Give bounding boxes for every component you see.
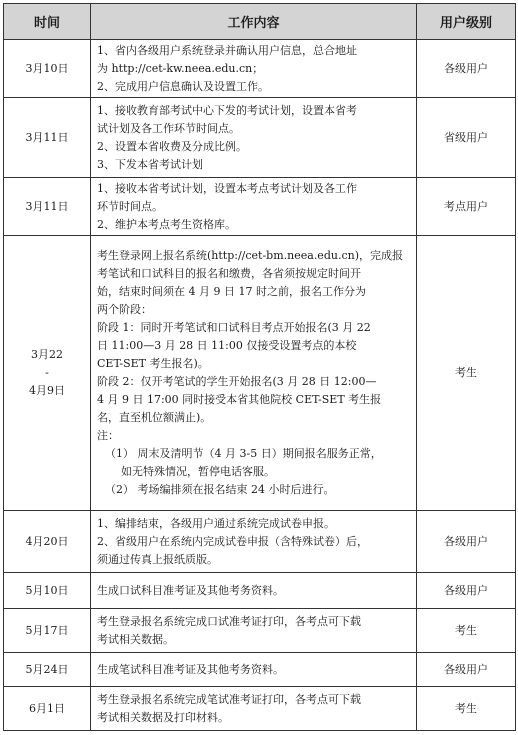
table-row [4, 687, 516, 731]
time-cell: 5月10日 [4, 573, 91, 609]
content-line: 如无特殊情况，暂停电话客服。 [121, 465, 275, 478]
header-level: 用户级别 [417, 4, 516, 40]
content-line: 考试相关数据及打印材料。 [97, 710, 229, 724]
time-cell: 6月1日 [4, 687, 91, 731]
content-line: 4 月 9 日 17:00 同时接受本省其他院校 CET-SET 考生报 [97, 393, 382, 406]
content-line: 须通过传真上报纸质版。 [97, 552, 218, 566]
time-cell: 5月24日 [4, 653, 91, 687]
content-line: 阶段 1：同时开考笔试和口试科目考点开始报名(3 月 22 [97, 321, 371, 334]
content-line: CET-SET 考生报名)。 [97, 357, 209, 370]
content-line: 注： [97, 429, 119, 442]
time-cell [4, 236, 91, 511]
table-row [4, 511, 516, 573]
time-cell: 3月11日 [4, 178, 91, 236]
content-cell [91, 609, 417, 653]
content-line: 1、编排结束，各级用户通过系统完成试卷申报。 [97, 516, 335, 530]
content-cell [91, 178, 417, 236]
content-line: 2、设置本省收费及分成比例。 [97, 139, 247, 153]
content-line: 考试相关数据。 [97, 632, 174, 646]
table-row [4, 609, 516, 653]
level-cell: 各级用户 [417, 511, 516, 573]
level-cell: 各级用户 [417, 573, 516, 609]
table-row [4, 178, 516, 236]
content-line: 2、省级用户在系统内完成试卷申报（含特殊试卷）后， [97, 534, 368, 548]
time-cell: 3月11日 [4, 98, 91, 178]
level-cell: 考生 [417, 609, 516, 653]
content-line: 始，结束时间须在 4 月 9 日 17 时之前，报名工作分为 [97, 285, 366, 298]
schedule-table [3, 3, 516, 731]
content-cell [91, 687, 417, 731]
time-cell: 4月20日 [4, 511, 91, 573]
table-row [4, 653, 516, 687]
level-cell: 省级用户 [417, 98, 516, 178]
content-line: 名，直至机位额满止)。 [97, 411, 212, 424]
table-row [4, 573, 516, 609]
content-line: （1） 周末及清明节（4 月 3-5 日）期间报名服务正常， [105, 447, 382, 460]
content-cell [91, 236, 417, 511]
content-line: 2、维护本考点考生资格库。 [97, 217, 236, 231]
content-cell [91, 573, 417, 609]
content-line: 生成笔试科目准考证及其他考务资料。 [97, 662, 284, 676]
content-line: 日 11:00—3 月 28 日 11:00 仅接受设置考点的本校 [97, 339, 357, 352]
content-line: （2） 考场编排须在报名结束 24 小时后进行。 [105, 483, 335, 496]
table-row [4, 40, 516, 98]
content-line: 2、完成用户信息确认及设置工作。 [97, 79, 269, 93]
table-row [4, 236, 516, 511]
content-cell [91, 653, 417, 687]
content-cell [91, 511, 417, 573]
level-cell: 各级用户 [417, 40, 516, 98]
header-row [4, 4, 516, 40]
time-cell: 5月17日 [4, 609, 91, 653]
time-cell: 3月10日 [4, 40, 91, 98]
content-line: 1、省内各级用户系统登录并确认用户信息，总合地址 [97, 43, 357, 57]
content-line: 考生登录报名系统完成笔试准考证打印，各考点可下载 [97, 692, 361, 706]
content-line: 3、下发本省考试计划 [97, 157, 203, 171]
content-line: 为 http://cet-kw.neea.edu.cn； [97, 61, 264, 75]
content-line: 考笔试和口试科目的报名和缴费，各省须按规定时间开 [97, 267, 361, 280]
level-cell: 考生 [417, 687, 516, 731]
header-time: 时间 [4, 4, 91, 40]
content-cell [91, 98, 417, 178]
time-dash: - [45, 366, 49, 379]
content-line: 1、接收本省考试计划，设置本考点考试计划及各工作 [97, 181, 357, 195]
header-content: 工作内容 [91, 4, 417, 40]
time-start: 3月22 [31, 348, 63, 361]
content-line: 环节时间点。 [97, 199, 163, 213]
schedule-table-wrapper [3, 3, 515, 731]
time-end: 4月9日 [29, 384, 65, 397]
level-cell: 各级用户 [417, 653, 516, 687]
content-line: 考生登录网上报名系统(http://cet-bm.neea.edu.cn)，完成报 [97, 249, 403, 262]
content-line: 两个阶段： [97, 303, 152, 316]
content-cell [91, 40, 417, 98]
content-line: 1、接收教育部考试中心下发的考试计划，设置本省考 [97, 103, 357, 117]
content-line: 生成口试科目准考证及其他考务资料。 [97, 583, 284, 597]
table-row [4, 98, 516, 178]
level-cell: 考点用户 [417, 178, 516, 236]
content-line: 考生登录报名系统完成口试准考证打印，各考点可下载 [97, 614, 361, 628]
content-line: 试计划及各工作环节时间点。 [97, 121, 240, 135]
level-cell: 考生 [417, 236, 516, 511]
content-line: 阶段 2：仅开考笔试的学生开始报名(3 月 28 日 12:00— [97, 375, 377, 388]
